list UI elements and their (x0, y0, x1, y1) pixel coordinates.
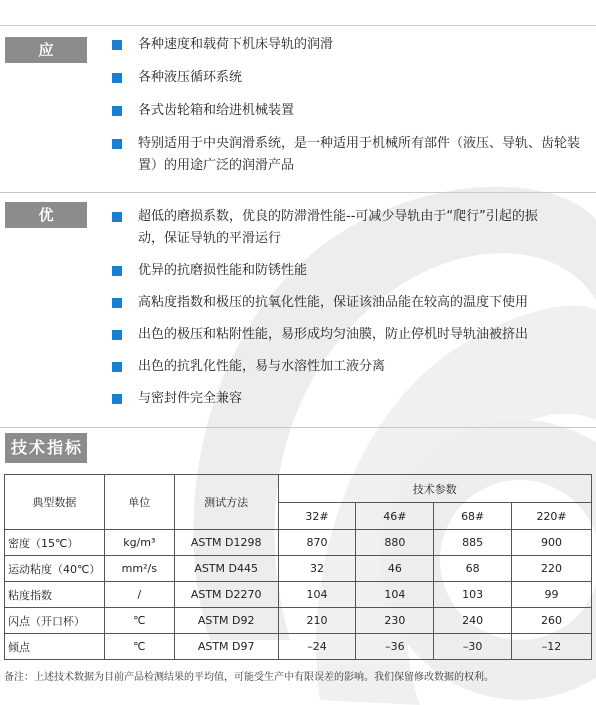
row-value: 230 (356, 608, 434, 634)
row-value: 68 (434, 556, 512, 582)
list-item (112, 324, 592, 346)
list-item (112, 292, 592, 314)
row-value: 900 (512, 530, 592, 556)
top-divider (0, 25, 596, 26)
table-row (5, 634, 592, 660)
row-name: 粘度指数 (5, 582, 105, 608)
row-unit: mm²/s (104, 556, 174, 582)
spec-table (4, 474, 592, 660)
row-value: 103 (434, 582, 512, 608)
row-value: 885 (434, 530, 512, 556)
list-item (112, 260, 592, 282)
header-grade: 68# (434, 503, 512, 530)
table-row (5, 556, 592, 582)
footnote: 备注：上述技术数据为目前产品检测结果的平均值，可能受生产中有限误差的影响。我们保留修改数据的权利。 (4, 672, 494, 683)
row-value: 240 (434, 608, 512, 634)
row-value: –30 (434, 634, 512, 660)
header-grade: 46# (356, 503, 434, 530)
section-tag-specs: 技术指标 (5, 433, 87, 463)
list-item (112, 67, 592, 89)
list-item-text: 特别适用于中央润滑系统，是一种适用于机械所有部件（液压、导轨、齿轮装 (138, 136, 581, 151)
list-item-text: 高粘度指数和极压的抗氧化性能，保证该油品能在较高的温度下使用 (138, 295, 529, 310)
list-item-text: 出色的抗乳化性能，易与水溶性加工液分离 (138, 359, 386, 374)
row-name: 闪点（开口杯） (5, 608, 105, 634)
header-grade: 220# (512, 503, 592, 530)
list-item (112, 206, 592, 250)
header-grade: 32# (278, 503, 356, 530)
table-row (5, 582, 592, 608)
section-tag-advantages: 优势 (5, 202, 87, 228)
square-bullet-icon (112, 139, 122, 149)
list-item (112, 34, 592, 56)
square-bullet-icon (112, 106, 122, 116)
list-item (112, 133, 592, 177)
square-bullet-icon (112, 394, 122, 404)
list-item-text: 各种液压循环系统 (138, 70, 243, 85)
row-value: 260 (512, 608, 592, 634)
row-unit: ℃ (104, 634, 174, 660)
square-bullet-icon (112, 298, 122, 308)
list-item-text: 与密封件完全兼容 (138, 391, 243, 406)
row-value: –12 (512, 634, 592, 660)
list-item-text: 出色的极压和粘附性能，易形成均匀油膜，防止停机时导轨油被挤出 (138, 327, 529, 342)
square-bullet-icon (112, 330, 122, 340)
list-item (112, 356, 592, 378)
row-unit: kg/m³ (104, 530, 174, 556)
header-typical: 典型数据 (5, 475, 105, 530)
list-item (112, 388, 592, 410)
row-value: 870 (278, 530, 356, 556)
row-method: ASTM D2270 (174, 582, 278, 608)
row-name: 运动粘度（40℃） (5, 556, 105, 582)
square-bullet-icon (112, 266, 122, 276)
square-bullet-icon (112, 212, 122, 222)
list-item-text: 超低的磨损系数，优良的防滞滑性能--可减少导轨由于“爬行”引起的振 (138, 209, 538, 224)
square-bullet-icon (112, 73, 122, 83)
row-value: –24 (278, 634, 356, 660)
list-item-text-cont: 动，保证导轨的平滑运行 (138, 231, 282, 246)
row-unit: / (104, 582, 174, 608)
row-value: 220 (512, 556, 592, 582)
square-bullet-icon (112, 362, 122, 372)
list-item-text: 各种速度和载荷下机床导轨的润滑 (138, 37, 334, 52)
header-unit: 单位 (104, 475, 174, 530)
row-method: ASTM D1298 (174, 530, 278, 556)
row-method: ASTM D92 (174, 608, 278, 634)
list-item-text-cont: 置）的用途广泛的润滑产品 (138, 158, 295, 173)
section-divider (0, 192, 596, 193)
table-row (5, 530, 592, 556)
header-method: 测试方法 (174, 475, 278, 530)
table-row (5, 608, 592, 634)
list-item (112, 100, 592, 122)
row-name: 倾点 (5, 634, 105, 660)
row-value: 32 (278, 556, 356, 582)
row-unit: ℃ (104, 608, 174, 634)
row-value: –36 (356, 634, 434, 660)
application-list (112, 34, 592, 177)
row-value: 46 (356, 556, 434, 582)
section-tag-application: 应用 (5, 37, 87, 63)
list-item-text: 优异的抗磨损性能和防锈性能 (138, 263, 308, 278)
row-method: ASTM D97 (174, 634, 278, 660)
row-value: 880 (356, 530, 434, 556)
row-name: 密度（15℃） (5, 530, 105, 556)
section-divider (0, 427, 596, 428)
square-bullet-icon (112, 40, 122, 50)
list-item-text: 各式齿轮箱和给进机械装置 (138, 103, 295, 118)
row-value: 104 (278, 582, 356, 608)
header-params: 技术参数 (278, 475, 591, 503)
row-method: ASTM D445 (174, 556, 278, 582)
row-value: 99 (512, 582, 592, 608)
advantages-list (112, 206, 592, 410)
row-value: 210 (278, 608, 356, 634)
row-value: 104 (356, 582, 434, 608)
